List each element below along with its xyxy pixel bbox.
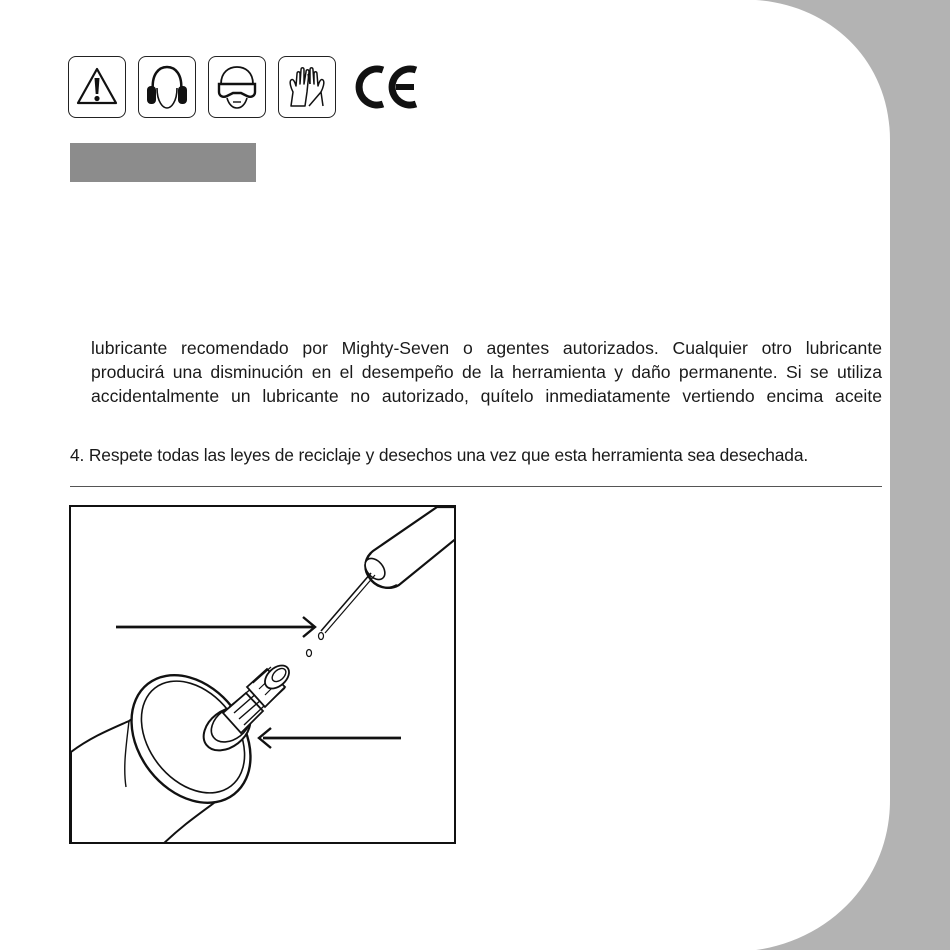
section-header-bar [70,143,256,182]
lubricant-paragraph [91,336,882,408]
lubrication-illustration [69,505,456,844]
paragraph-line: producirá una disminución en el desempeño de la herramienta y daño permanente. Si se utiliza [91,362,882,382]
ce-mark-icon [352,56,422,118]
recycling-instruction: 4. Respete todas las leyes de reciclaje y desechos una vez que esta herramienta sea desechada. [70,445,809,465]
gloves-icon [278,56,336,118]
eye-protection-icon [208,56,266,118]
horizontal-divider [70,486,882,487]
paragraph-line: accidentalmente un lubricante no autorizado, quítelo inmediatamente vertiendo encima aceite [91,386,882,406]
rotary-tool-drawing [71,652,293,844]
paragraph-line: lubricante recomendado por Mighty-Seven o agentes autorizados. Cualquier otro lubricante [91,338,882,358]
safety-icon-row [68,56,422,118]
warning-icon [68,56,126,118]
oil-can-drawing [321,507,456,633]
ear-protection-icon [138,56,196,118]
